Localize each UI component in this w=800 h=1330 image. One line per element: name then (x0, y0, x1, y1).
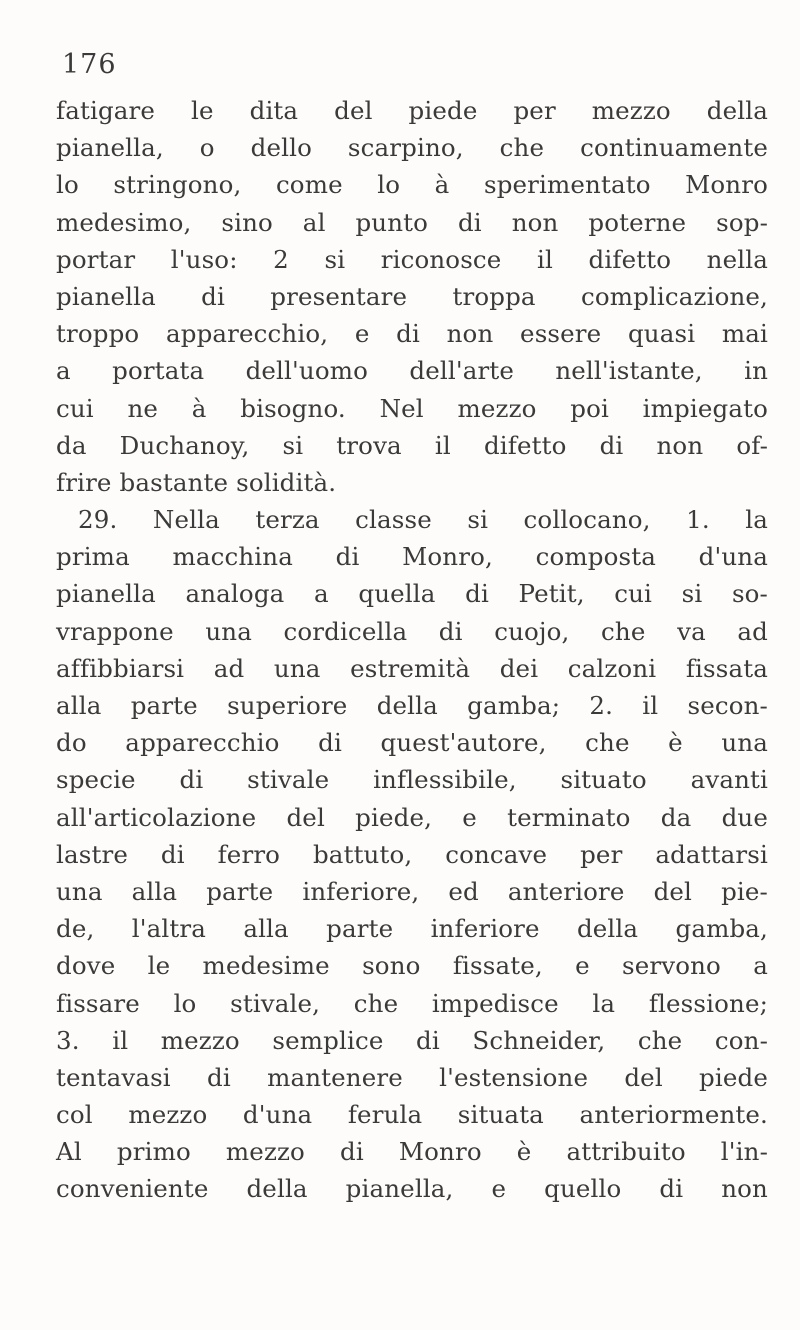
text-line: 3. il mezzo semplice di Schneider, che con- (56, 1025, 768, 1055)
text-line: conveniente della pianella, e quello di non (56, 1174, 768, 1204)
text-line: de, l'altra alla parte inferiore della gamba, (56, 914, 768, 944)
text-line: Al primo mezzo di Monro è attribuito l'in- (56, 1137, 768, 1167)
text-line: fatigare le dita del piede per mezzo della (56, 96, 768, 125)
paragraph-start-line: 29. Nella terza classe si collocano, 1. la (78, 505, 768, 535)
text-line: una alla parte inferiore, ed anteriore del pie- (56, 876, 768, 906)
text-line: fissare lo stivale, che impedisce la flessione; (56, 988, 768, 1018)
text-line: col mezzo d'una ferula situata anteriormente. (56, 1100, 768, 1130)
text-line: vrappone una cordicella di cuojo, che va ad (56, 616, 768, 646)
text-line: pianella, o dello scarpino, che continuamente (56, 133, 768, 163)
body-text (56, 92, 768, 1208)
text-line: pianella di presentare troppa complicazione, (56, 281, 768, 311)
text-line: do apparecchio di quest'autore, che è una (56, 728, 768, 758)
text-line: frire bastante solidità. (56, 467, 337, 497)
text-line: dove le medesime sono fissate, e servono a (56, 951, 768, 981)
text-line: specie di stivale inflessibile, situato avanti (56, 765, 768, 795)
text-line: affibbiarsi ad una estremità dei calzoni fissata (56, 653, 768, 683)
text-line: prima macchina di Monro, composta d'una (56, 542, 768, 572)
text-line: tentavasi di mantenere l'estensione del piede (56, 1062, 768, 1092)
text-line: da Duchanoy, si trova il difetto di non of- (56, 430, 768, 460)
text-line: portar l'uso: 2 si riconosce il difetto nella (56, 244, 768, 274)
text-line: lo stringono, come lo à sperimentato Monro (56, 170, 768, 200)
text-line: cui ne à bisogno. Nel mezzo poi impiegato (56, 393, 768, 423)
text-line: lastre di ferro battuto, concave per adattarsi (56, 839, 768, 869)
page-number: 176 (62, 49, 117, 80)
text-line: troppo apparecchio, e di non essere quasi mai (56, 319, 768, 349)
text-line: a portata dell'uomo dell'arte nell'istante, in (56, 356, 768, 386)
text-line: medesimo, sino al punto di non poterne sop- (56, 207, 768, 237)
text-line: all'articolazione del piede, e terminato da due (56, 802, 768, 832)
text-line: alla parte superiore della gamba; 2. il secon- (56, 691, 768, 720)
text-line: pianella analoga a quella di Petit, cui si so- (56, 579, 768, 609)
